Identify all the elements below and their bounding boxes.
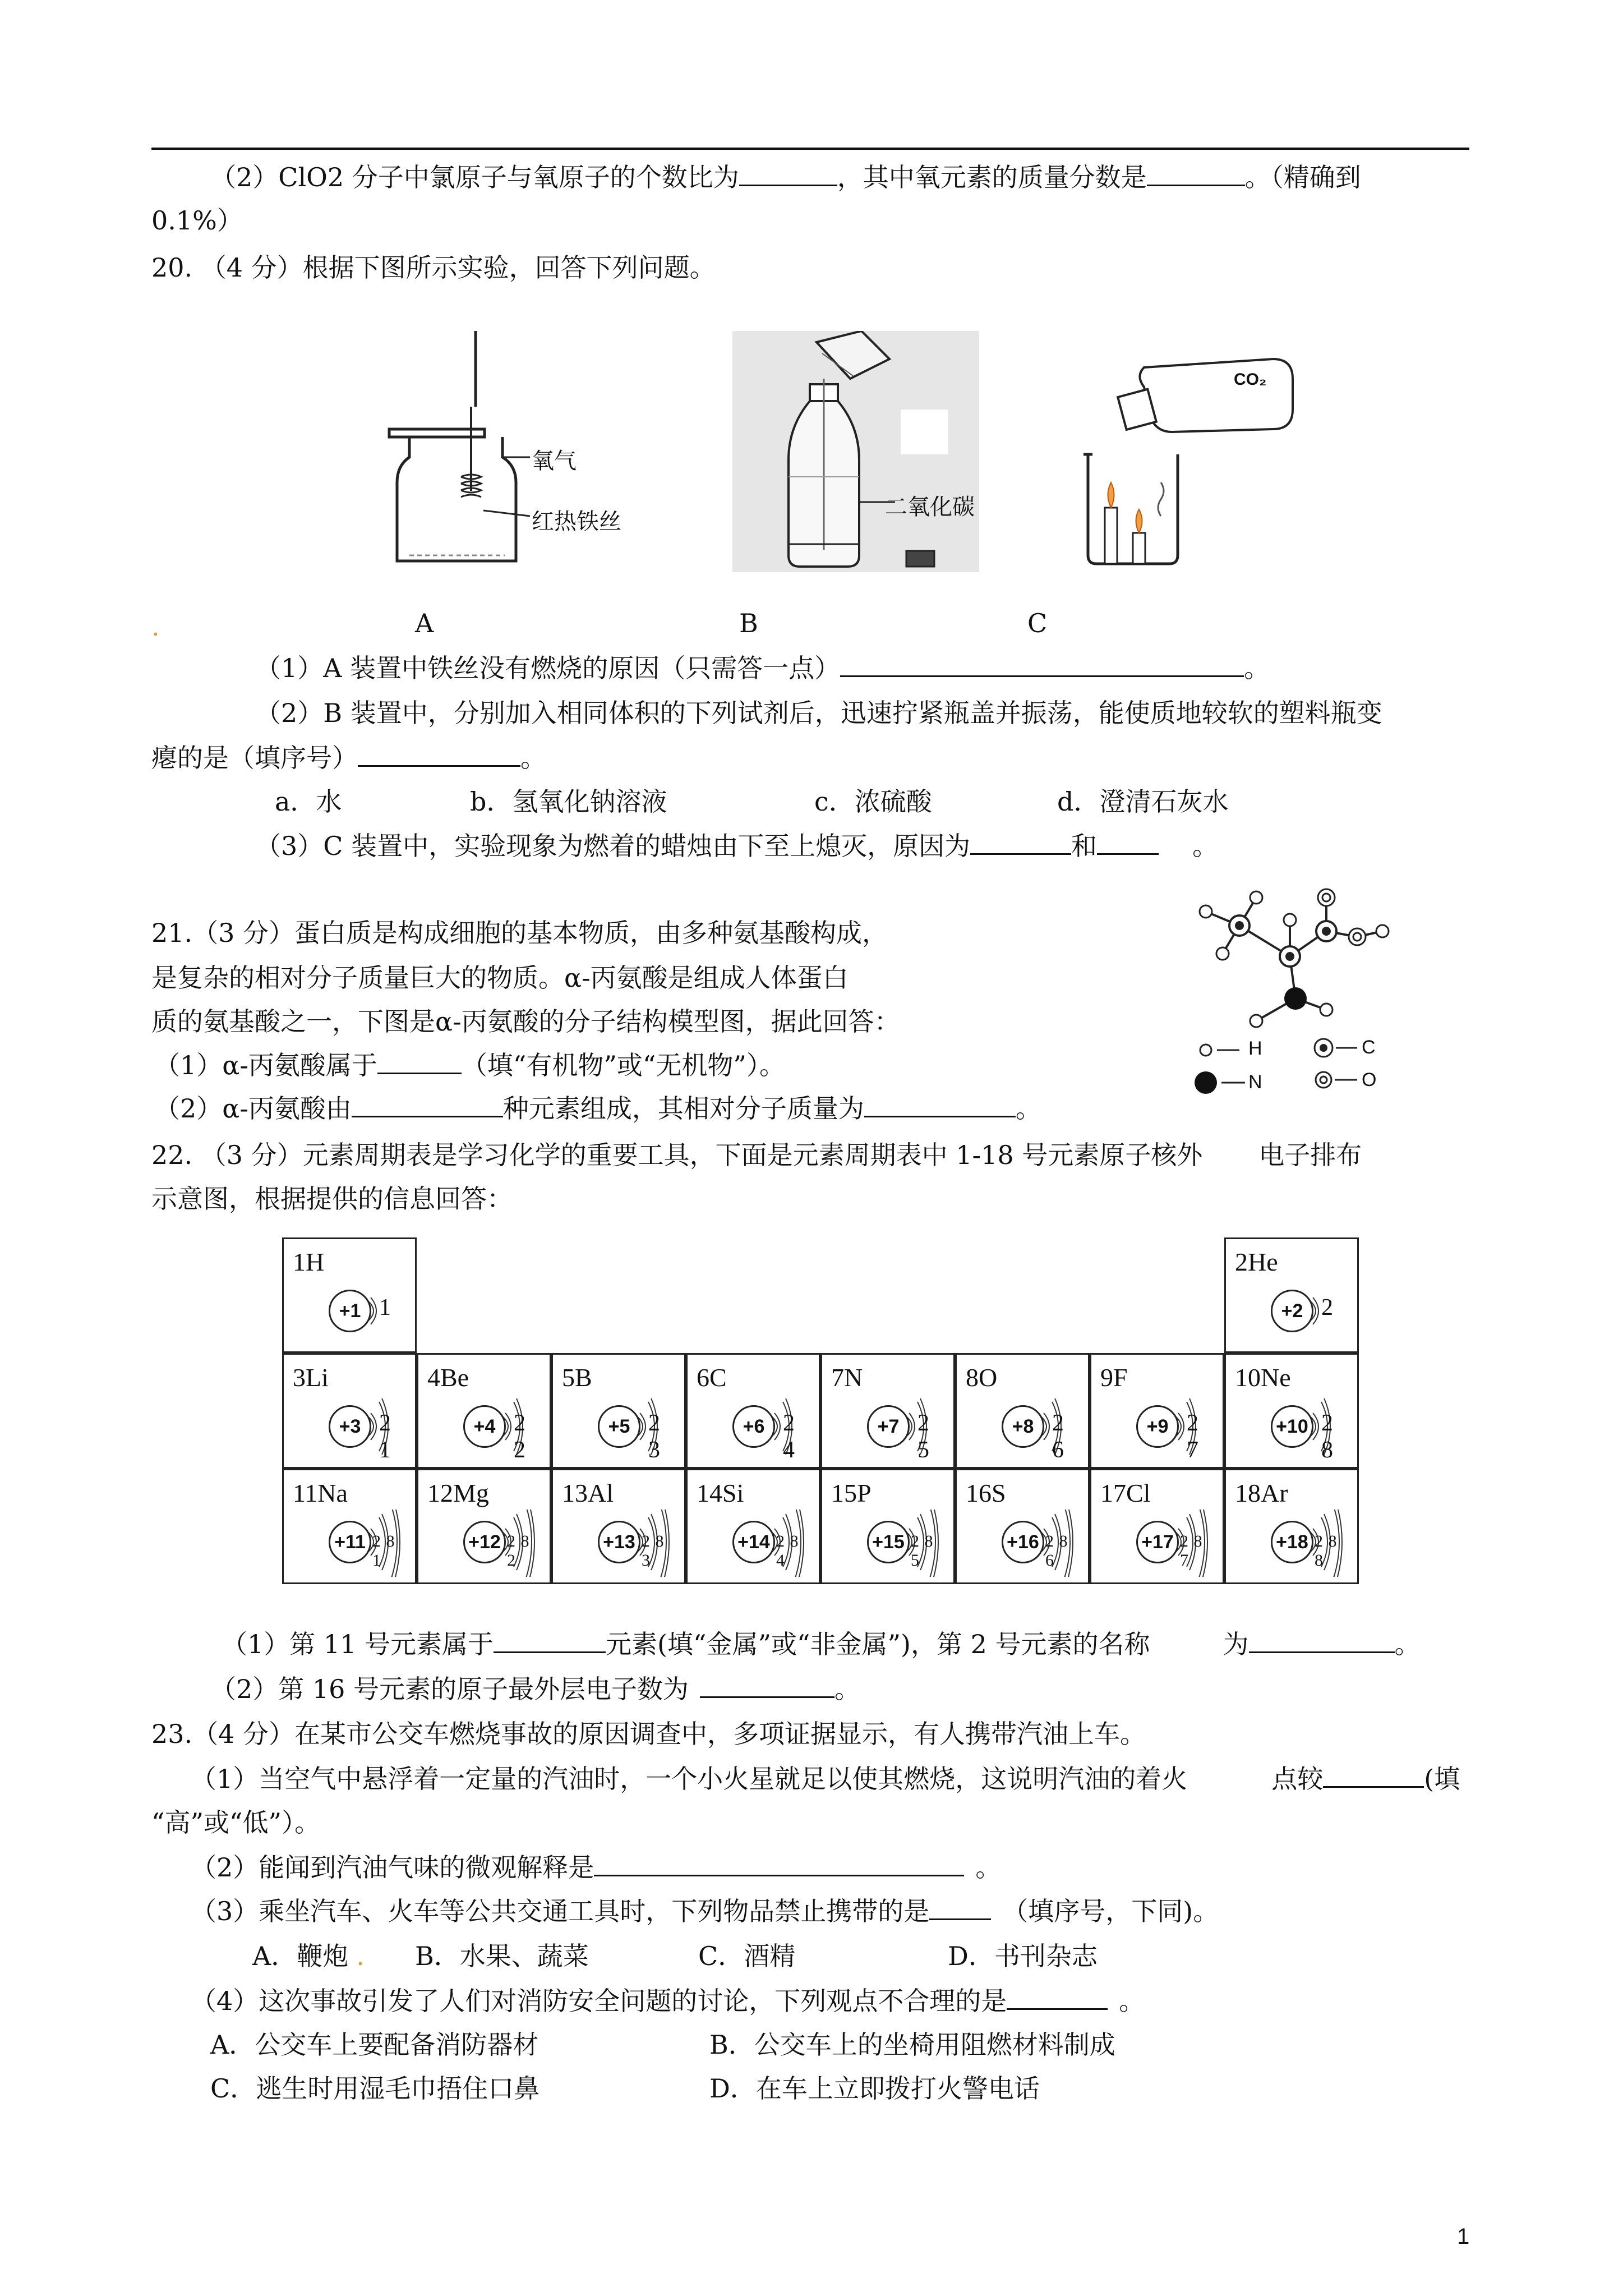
q23-p3-opt-b: B．水果、蔬菜	[415, 1941, 589, 1971]
shell-electron-counts: 2 7	[1187, 1410, 1201, 1463]
electron-shell-diagram	[598, 1510, 676, 1577]
q20-option-d: d．澄清石灰水	[1057, 786, 1229, 817]
fig-a-oxygen-label: 氧气	[532, 449, 577, 473]
element-cell	[551, 1469, 686, 1584]
shell-electron-counts: 2 8	[1321, 1410, 1335, 1463]
element-symbol: 17Cl	[1100, 1479, 1151, 1507]
q23-p1-line2: “高”或“低”）。	[151, 1807, 321, 1838]
answer-blank[interactable]	[1147, 162, 1245, 186]
top-rule	[151, 148, 1469, 150]
q22-line2: 示意图，根据提供的信息回答：	[151, 1184, 513, 1214]
legend-c: C	[1362, 1037, 1376, 1058]
q20-option-a: a．水	[275, 786, 342, 817]
q23-p2: （2）能闻到汽油气味的微观解释是 。	[191, 1852, 1002, 1883]
q23-p4: （4）这次事故引发了人们对消防安全问题的讨论，下列观点不合理的是 。	[191, 1986, 1145, 2016]
q20-p2-line1: （2）B 装置中，分别加入相同体积的下列试剂后，迅速拧紧瓶盖并振荡，能使质地较软的塑料瓶变	[255, 698, 1382, 728]
q23-p4-opt-d: D．在车上立即拨打火警电话	[709, 2073, 1040, 2104]
answer-blank[interactable]	[594, 1852, 964, 1876]
element-cell	[282, 1237, 417, 1353]
element-symbol: 7N	[831, 1363, 863, 1392]
nucleus-charge: +9	[1136, 1405, 1179, 1448]
answer-blank[interactable]	[929, 1896, 991, 1920]
element-symbol: 2He	[1235, 1248, 1278, 1276]
q23-p3-opt-d: D．书刊杂志	[948, 1941, 1098, 1971]
q20-option-b: b．氢氧化钠溶液	[470, 786, 667, 817]
electron-shell-diagram	[1136, 1394, 1215, 1461]
answer-blank[interactable]	[1007, 1986, 1108, 2010]
answer-blank[interactable]	[864, 1093, 1016, 1117]
electron-shell-diagram	[1136, 1510, 1215, 1577]
nucleus-charge: +18	[1271, 1521, 1313, 1563]
element-cell	[820, 1353, 955, 1469]
element-cell	[1090, 1353, 1224, 1469]
periodic-table-1-18	[282, 1237, 1358, 1583]
electron-shell-diagram	[1271, 1278, 1349, 1346]
q21-line3: 质的氨基酸之一，下图是α-丙氨酸的分子结构模型图，据此回答：	[151, 1006, 900, 1037]
element-symbol: 16S	[966, 1479, 1006, 1507]
element-cell	[1224, 1469, 1359, 1584]
answer-blank[interactable]	[494, 1629, 606, 1653]
q23-p1: （1）当空气中悬浮着一定量的汽油时，一个小火星就足以使其燃烧，这说明汽油的着火 点较 (填	[191, 1764, 1460, 1794]
q23-title: 23.（4 分）在某市公交车燃烧事故的原因调查中，多项证据显示，有人携带汽油上车。	[151, 1719, 1146, 1749]
stray-dot: .	[151, 611, 160, 642]
legend-h: H	[1248, 1038, 1262, 1059]
element-cell	[1224, 1237, 1359, 1353]
nucleus-charge: +11	[329, 1521, 371, 1563]
answer-blank[interactable]	[840, 653, 1244, 677]
q22-line1: 22. （3 分）元素周期表是学习化学的重要工具，下面是元素周期表中 1-18 号元素原子核外 电子排布	[151, 1140, 1362, 1170]
shell-electron-counts: 2 5	[917, 1410, 932, 1463]
answer-blank[interactable]	[358, 743, 520, 767]
nucleus-charge: +12	[463, 1521, 506, 1563]
q22-p1: （1）第 11 号元素属于 元素(填“金属”或“非金属”)，第 2 号元素的名称 为 。	[222, 1629, 1421, 1659]
element-symbol: 10Ne	[1235, 1363, 1291, 1392]
q21-line2: 是复杂的相对分子质量巨大的物质。α-丙氨酸是组成人体蛋白	[151, 963, 849, 993]
element-symbol: 1H	[293, 1248, 325, 1276]
fig-a-wire-label: 红热铁丝	[532, 509, 621, 534]
q21-line1: 21.（3 分）蛋白质是构成细胞的基本物质，由多种氨基酸构成，	[151, 918, 888, 948]
electron-shell-diagram	[1002, 1510, 1080, 1577]
answer-blank[interactable]	[739, 162, 837, 186]
nucleus-charge: +10	[1271, 1405, 1313, 1448]
answer-blank[interactable]	[970, 831, 1071, 855]
shell-electron-counts: 2 3	[648, 1410, 662, 1463]
element-symbol: 9F	[1100, 1363, 1128, 1392]
electron-shell-diagram	[1002, 1394, 1080, 1461]
answer-blank[interactable]	[700, 1674, 834, 1698]
nucleus-charge: +5	[598, 1405, 640, 1448]
fig-c-co2-label: CO₂	[1234, 370, 1267, 389]
q20-p1: （1）A 装置中铁丝没有燃烧的原因（只需答一点） 。	[255, 653, 1270, 683]
element-cell	[282, 1353, 417, 1469]
nucleus-charge: +15	[867, 1521, 910, 1563]
nucleus-charge: +7	[867, 1405, 910, 1448]
nucleus-charge: +16	[1002, 1521, 1044, 1563]
nucleus-charge: +3	[329, 1405, 371, 1448]
electron-shell-diagram	[463, 1510, 542, 1577]
element-symbol: 5B	[562, 1363, 592, 1392]
electron-shell-diagram	[732, 1510, 811, 1577]
nucleus-charge: +8	[1002, 1405, 1044, 1448]
electron-shell-diagram	[1271, 1394, 1349, 1461]
answer-blank[interactable]	[1323, 1764, 1424, 1788]
nucleus-charge: +13	[598, 1521, 640, 1563]
shell-electron-counts: 2 6	[1052, 1410, 1066, 1463]
element-cell	[686, 1353, 820, 1469]
element-cell	[686, 1469, 820, 1584]
element-cell	[417, 1353, 551, 1469]
q20-title: 20. （4 分）根据下图所示实验，回答下列问题。	[151, 252, 716, 283]
element-cell	[551, 1353, 686, 1469]
q21-p2: （2）α-丙氨酸由 种元素组成，其相对分子质量为 。	[154, 1093, 1041, 1124]
q20-option-c: c．浓硫酸	[814, 786, 932, 817]
element-symbol: 3Li	[293, 1363, 329, 1392]
shell-electron-counts: 2 2	[514, 1410, 528, 1463]
electron-shell-diagram	[867, 1394, 946, 1461]
q23-p3-opt-a: A．鞭炮 .	[252, 1941, 365, 1971]
element-symbol: 4Be	[427, 1363, 469, 1392]
legend-n: N	[1248, 1071, 1262, 1093]
nucleus-charge: +4	[463, 1405, 506, 1448]
element-symbol: 13Al	[562, 1479, 614, 1507]
nucleus-charge: +17	[1136, 1521, 1179, 1563]
shell-electron-counts: 2 8 8	[1315, 1532, 1338, 1570]
answer-blank[interactable]	[352, 1093, 503, 1117]
nucleus-charge: +1	[329, 1290, 371, 1332]
answer-blank[interactable]	[1097, 831, 1159, 855]
element-symbol: 6C	[697, 1363, 727, 1392]
shell-electron-counts: 2	[1321, 1295, 1335, 1320]
alanine-molecule-model	[1183, 875, 1419, 1043]
q22-p2: （2）第 16 号元素的原子最外层电子数为 。	[210, 1674, 861, 1704]
shell-electron-counts: 2 4	[783, 1410, 797, 1463]
answer-blank[interactable]	[1249, 1629, 1395, 1653]
q23-p3: （3）乘坐汽车、火车等公共交通工具时，下列物品禁止携带的是 （填序号，下同)。	[191, 1896, 1219, 1926]
element-cell	[820, 1469, 955, 1584]
nucleus-charge: +2	[1271, 1290, 1313, 1332]
electron-shell-diagram	[463, 1394, 542, 1461]
page-number: 1	[1457, 2224, 1470, 2249]
shell-electron-counts: 2 8 7	[1180, 1532, 1203, 1570]
element-symbol: 14Si	[697, 1479, 744, 1507]
element-cell	[417, 1469, 551, 1584]
shell-electron-counts: 1	[379, 1295, 393, 1320]
electron-shell-diagram	[329, 1394, 407, 1461]
shell-electron-counts: 2 8 4	[776, 1532, 799, 1570]
electron-shell-diagram	[329, 1278, 407, 1346]
element-cell	[955, 1353, 1090, 1469]
shell-electron-counts: 2 8 5	[911, 1532, 934, 1570]
legend-o: O	[1362, 1069, 1377, 1091]
shell-electron-counts: 2 1	[379, 1410, 393, 1463]
q23-p3-opt-c: C．酒精	[698, 1941, 796, 1971]
electron-shell-diagram	[867, 1510, 946, 1577]
element-symbol: 12Mg	[427, 1479, 489, 1507]
fig-b-co2-label: 二氧化碳	[885, 495, 975, 519]
fig-a-caption: A	[415, 608, 434, 638]
electron-shell-diagram	[1271, 1510, 1349, 1577]
figure-b-bottle-co2	[732, 331, 979, 572]
shell-electron-counts: 2 8 1	[372, 1532, 395, 1570]
figure-c-candles-co2	[1071, 348, 1307, 567]
element-symbol: 8O	[966, 1363, 998, 1392]
element-symbol: 11Na	[293, 1479, 348, 1507]
q20-p2-line2: 瘪的是（填序号） 。	[151, 743, 546, 773]
electron-shell-diagram	[329, 1510, 407, 1577]
fig-b-caption: B	[739, 608, 758, 638]
element-cell	[955, 1469, 1090, 1584]
q21-p1: （1）α-丙氨酸属于 （填“有机物”或“无机物”）。	[154, 1050, 785, 1080]
q23-p4-opt-c: C．逃生时用湿毛巾捂住口鼻	[210, 2073, 540, 2104]
electron-shell-diagram	[598, 1394, 676, 1461]
element-cell	[282, 1469, 417, 1584]
electron-shell-diagram	[732, 1394, 811, 1461]
shell-electron-counts: 2 8 2	[507, 1532, 530, 1570]
nucleus-charge: +6	[732, 1405, 775, 1448]
nucleus-charge: +14	[732, 1521, 775, 1563]
element-cell	[1090, 1469, 1224, 1584]
shell-electron-counts: 2 8 3	[642, 1532, 665, 1570]
shell-electron-counts: 2 8 6	[1045, 1532, 1068, 1570]
element-cell	[1224, 1353, 1359, 1469]
q23-p4-opt-b: B．公交车上的坐椅用阻燃材料制成	[709, 2030, 1115, 2060]
q20-p3: （3）C 装置中，实验现象为燃着的蜡烛由下至上熄灭，原因为 和 。	[255, 831, 1219, 861]
answer-blank[interactable]	[377, 1050, 462, 1074]
q19-2-line2: 0.1%）	[151, 205, 243, 236]
element-symbol: 18Ar	[1235, 1479, 1288, 1507]
q19-2-line1: （2）ClO2 分子中氯原子与氧原子的个数比为 ，其中氧元素的质量分数是 。（精确到	[210, 162, 1361, 192]
fig-c-caption: C	[1027, 608, 1048, 638]
q23-p4-opt-a: A．公交车上要配备消防器材	[210, 2030, 539, 2060]
element-symbol: 15P	[831, 1479, 872, 1507]
